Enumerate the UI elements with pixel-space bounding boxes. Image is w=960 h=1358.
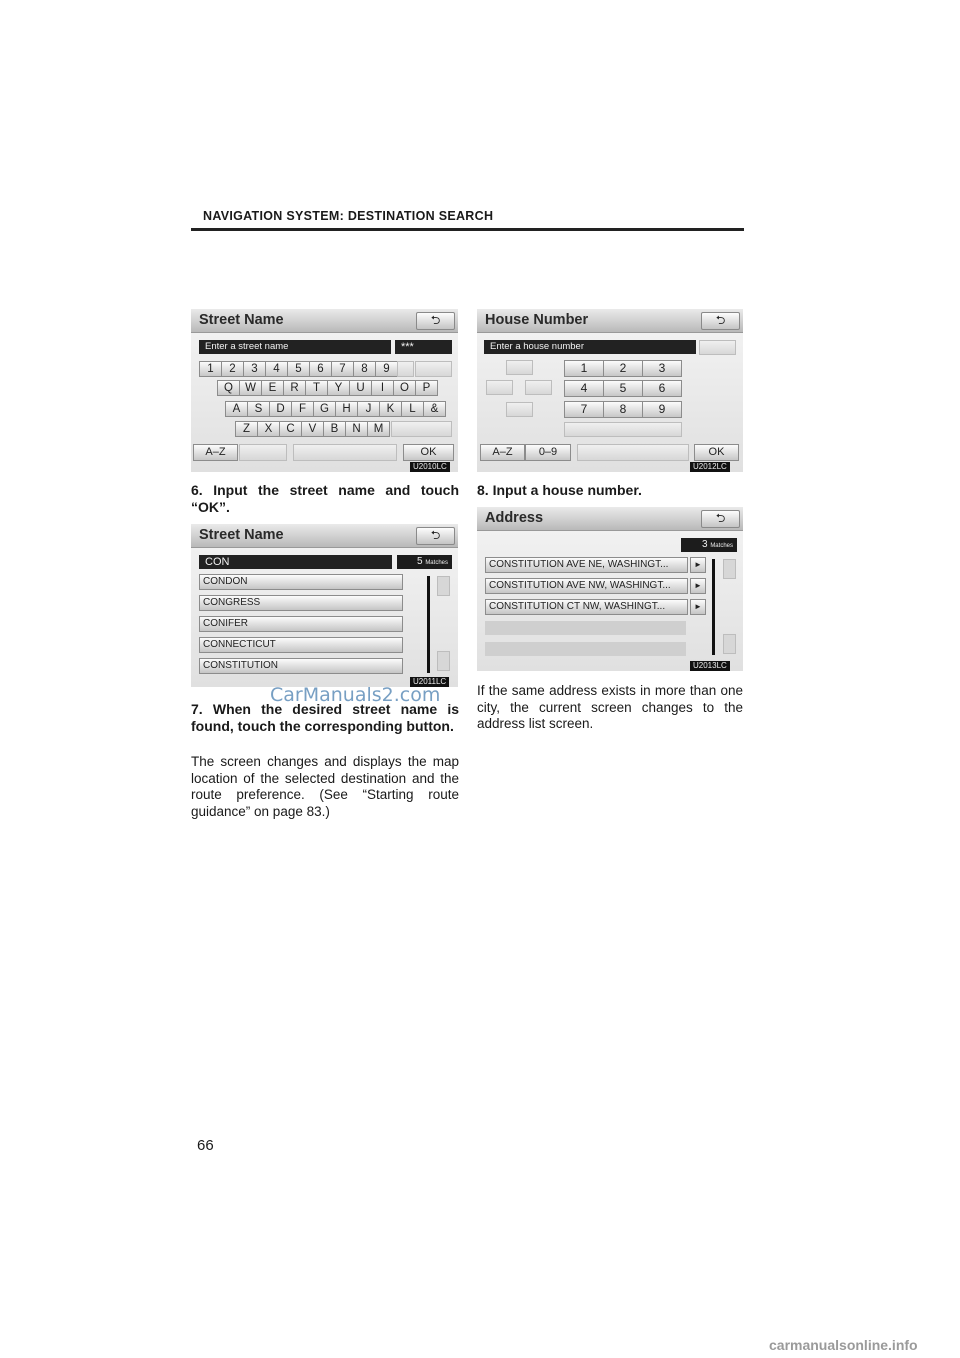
list-item[interactable]: CONSTITUTION <box>199 658 403 674</box>
list-item[interactable]: CONIFER <box>199 616 403 632</box>
key-g[interactable]: G <box>313 401 336 417</box>
scrollbar-track[interactable] <box>427 576 430 673</box>
space-key-disabled <box>391 421 452 437</box>
a-z-button[interactable]: A–Z <box>193 444 238 461</box>
title-bar <box>477 309 743 333</box>
key-0-disabled <box>397 361 414 377</box>
figure-code: U2013LC <box>690 661 730 671</box>
detail-arrow-icon[interactable]: ► <box>690 599 706 615</box>
empty-list-slot <box>485 621 686 635</box>
key-6[interactable]: 6 <box>642 380 682 397</box>
key-x[interactable]: X <box>257 421 280 437</box>
address-item[interactable]: CONSTITUTION AVE NE, WASHINGT... <box>485 557 688 573</box>
title-bar <box>191 524 458 548</box>
match-count-badge <box>397 555 452 569</box>
step-7-caption: 7. When the desired street name is found, touch the corresponding button. <box>191 701 459 734</box>
key-p[interactable]: P <box>415 380 438 396</box>
screen-title: Street Name <box>199 312 284 328</box>
street-name-keyboard-screen <box>191 309 458 472</box>
list-button-disabled <box>293 444 397 461</box>
key-8[interactable]: 8 <box>603 401 643 418</box>
match-count: 3 <box>701 539 708 550</box>
screen-title: Address <box>485 510 544 526</box>
watermark: CarManuals2.com <box>270 684 441 706</box>
detail-arrow-icon[interactable]: ► <box>690 578 706 594</box>
delete-key-disabled <box>415 361 452 377</box>
match-count: 5 <box>416 556 423 567</box>
list-item[interactable]: CONNECTICUT <box>199 637 403 653</box>
key-disabled <box>506 360 533 375</box>
char-count-display: *** <box>395 340 452 354</box>
address-item[interactable]: CONSTITUTION CT NW, WASHINGT... <box>485 599 688 615</box>
figure-code: U2012LC <box>690 462 730 472</box>
key-r[interactable]: R <box>283 380 306 396</box>
footer-watermark: carmanualsonline.info <box>769 1337 918 1353</box>
key-t[interactable]: T <box>305 380 328 396</box>
house-number-keypad-screen <box>477 309 743 472</box>
street-name-results-screen <box>191 524 458 687</box>
back-button[interactable]: ⮌ <box>416 527 455 545</box>
key-3[interactable]: 3 <box>243 361 266 377</box>
key-q[interactable]: Q <box>217 380 240 396</box>
key-disabled <box>506 402 533 417</box>
scroll-up-button[interactable] <box>723 559 736 579</box>
key-i[interactable]: I <box>371 380 394 396</box>
scroll-up-button[interactable] <box>437 576 450 596</box>
key-a[interactable]: A <box>225 401 248 417</box>
scrollbar-track[interactable] <box>712 559 715 655</box>
key-b[interactable]: B <box>323 421 346 437</box>
other-chars-button-disabled <box>239 444 287 461</box>
back-button[interactable]: ⮌ <box>701 510 740 528</box>
street-name-input[interactable]: Enter a street name <box>199 340 391 354</box>
figure-code: U2010LC <box>410 462 450 472</box>
key-z[interactable]: Z <box>235 421 258 437</box>
key-w[interactable]: W <box>239 380 262 396</box>
ok-button[interactable]: OK <box>694 444 739 461</box>
match-count-badge <box>681 538 737 552</box>
section-header: NAVIGATION SYSTEM: DESTINATION SEARCH <box>203 209 494 223</box>
key-1[interactable]: 1 <box>199 361 222 377</box>
key-ampersand[interactable]: & <box>423 401 446 417</box>
match-label: Matches <box>710 543 733 549</box>
detail-arrow-icon[interactable]: ► <box>690 557 706 573</box>
delete-key-disabled <box>699 340 736 355</box>
key-4[interactable]: 4 <box>564 380 604 397</box>
key-3[interactable]: 3 <box>642 360 682 377</box>
list-item[interactable]: CONGRESS <box>199 595 403 611</box>
title-bar <box>191 309 458 333</box>
scroll-down-button[interactable] <box>437 651 450 671</box>
empty-list-slot <box>485 642 686 656</box>
back-button[interactable]: ⮌ <box>416 312 455 330</box>
key-2[interactable]: 2 <box>221 361 244 377</box>
key-k[interactable]: K <box>379 401 402 417</box>
figure-code: U2011LC <box>410 677 449 687</box>
key-s[interactable]: S <box>247 401 270 417</box>
house-number-input[interactable]: Enter a house number <box>484 340 696 354</box>
street-name-input[interactable]: CON <box>199 555 392 569</box>
scroll-down-button[interactable] <box>723 634 736 654</box>
key-disabled <box>525 380 552 395</box>
key-e[interactable]: E <box>261 380 284 396</box>
key-n[interactable]: N <box>345 421 368 437</box>
key-4[interactable]: 4 <box>265 361 288 377</box>
key-7[interactable]: 7 <box>331 361 354 377</box>
key-1[interactable]: 1 <box>564 360 604 377</box>
match-label: Matches <box>425 560 448 566</box>
list-item[interactable]: CONDON <box>199 574 403 590</box>
list-button-disabled <box>577 444 689 461</box>
key-l[interactable]: L <box>401 401 424 417</box>
address-item[interactable]: CONSTITUTION AVE NW, WASHINGT... <box>485 578 688 594</box>
key-c[interactable]: C <box>279 421 302 437</box>
key-h[interactable]: H <box>335 401 358 417</box>
key-f[interactable]: F <box>291 401 314 417</box>
key-9[interactable]: 9 <box>642 401 682 418</box>
key-9[interactable]: 9 <box>375 361 398 377</box>
a-z-button[interactable]: A–Z <box>480 444 525 461</box>
key-d[interactable]: D <box>269 401 292 417</box>
key-5[interactable]: 5 <box>603 380 643 397</box>
key-0-disabled <box>564 422 682 437</box>
key-m[interactable]: M <box>367 421 390 437</box>
key-7[interactable]: 7 <box>564 401 604 418</box>
0-9-button[interactable]: 0–9 <box>525 444 571 461</box>
key-6[interactable]: 6 <box>309 361 332 377</box>
ok-button[interactable]: OK <box>403 444 454 461</box>
address-list-screen <box>477 507 743 671</box>
key-v[interactable]: V <box>301 421 324 437</box>
step-8-caption: 8. Input a house number. <box>477 482 642 498</box>
key-y[interactable]: Y <box>327 380 350 396</box>
key-2[interactable]: 2 <box>603 360 643 377</box>
key-o[interactable]: O <box>393 380 416 396</box>
key-u[interactable]: U <box>349 380 372 396</box>
back-button[interactable]: ⮌ <box>701 312 740 330</box>
step-8-description: If the same address exists in more than one city, the current screen changes to the address list screen. <box>477 683 743 731</box>
screen-title: Street Name <box>199 527 284 543</box>
screen-title: House Number <box>485 312 589 328</box>
key-disabled <box>486 380 513 395</box>
title-bar <box>477 507 743 531</box>
page-number: 66 <box>197 1137 214 1154</box>
header-rule <box>191 228 744 231</box>
key-8[interactable]: 8 <box>353 361 376 377</box>
step-6-caption: 6. Input the street name and touch “OK”. <box>191 482 459 515</box>
key-j[interactable]: J <box>357 401 380 417</box>
step-7-description: The screen changes and displays the map location of the selected destination and the route preference. (See “Starting route guidance” on page 83.) <box>191 754 459 819</box>
key-5[interactable]: 5 <box>287 361 310 377</box>
